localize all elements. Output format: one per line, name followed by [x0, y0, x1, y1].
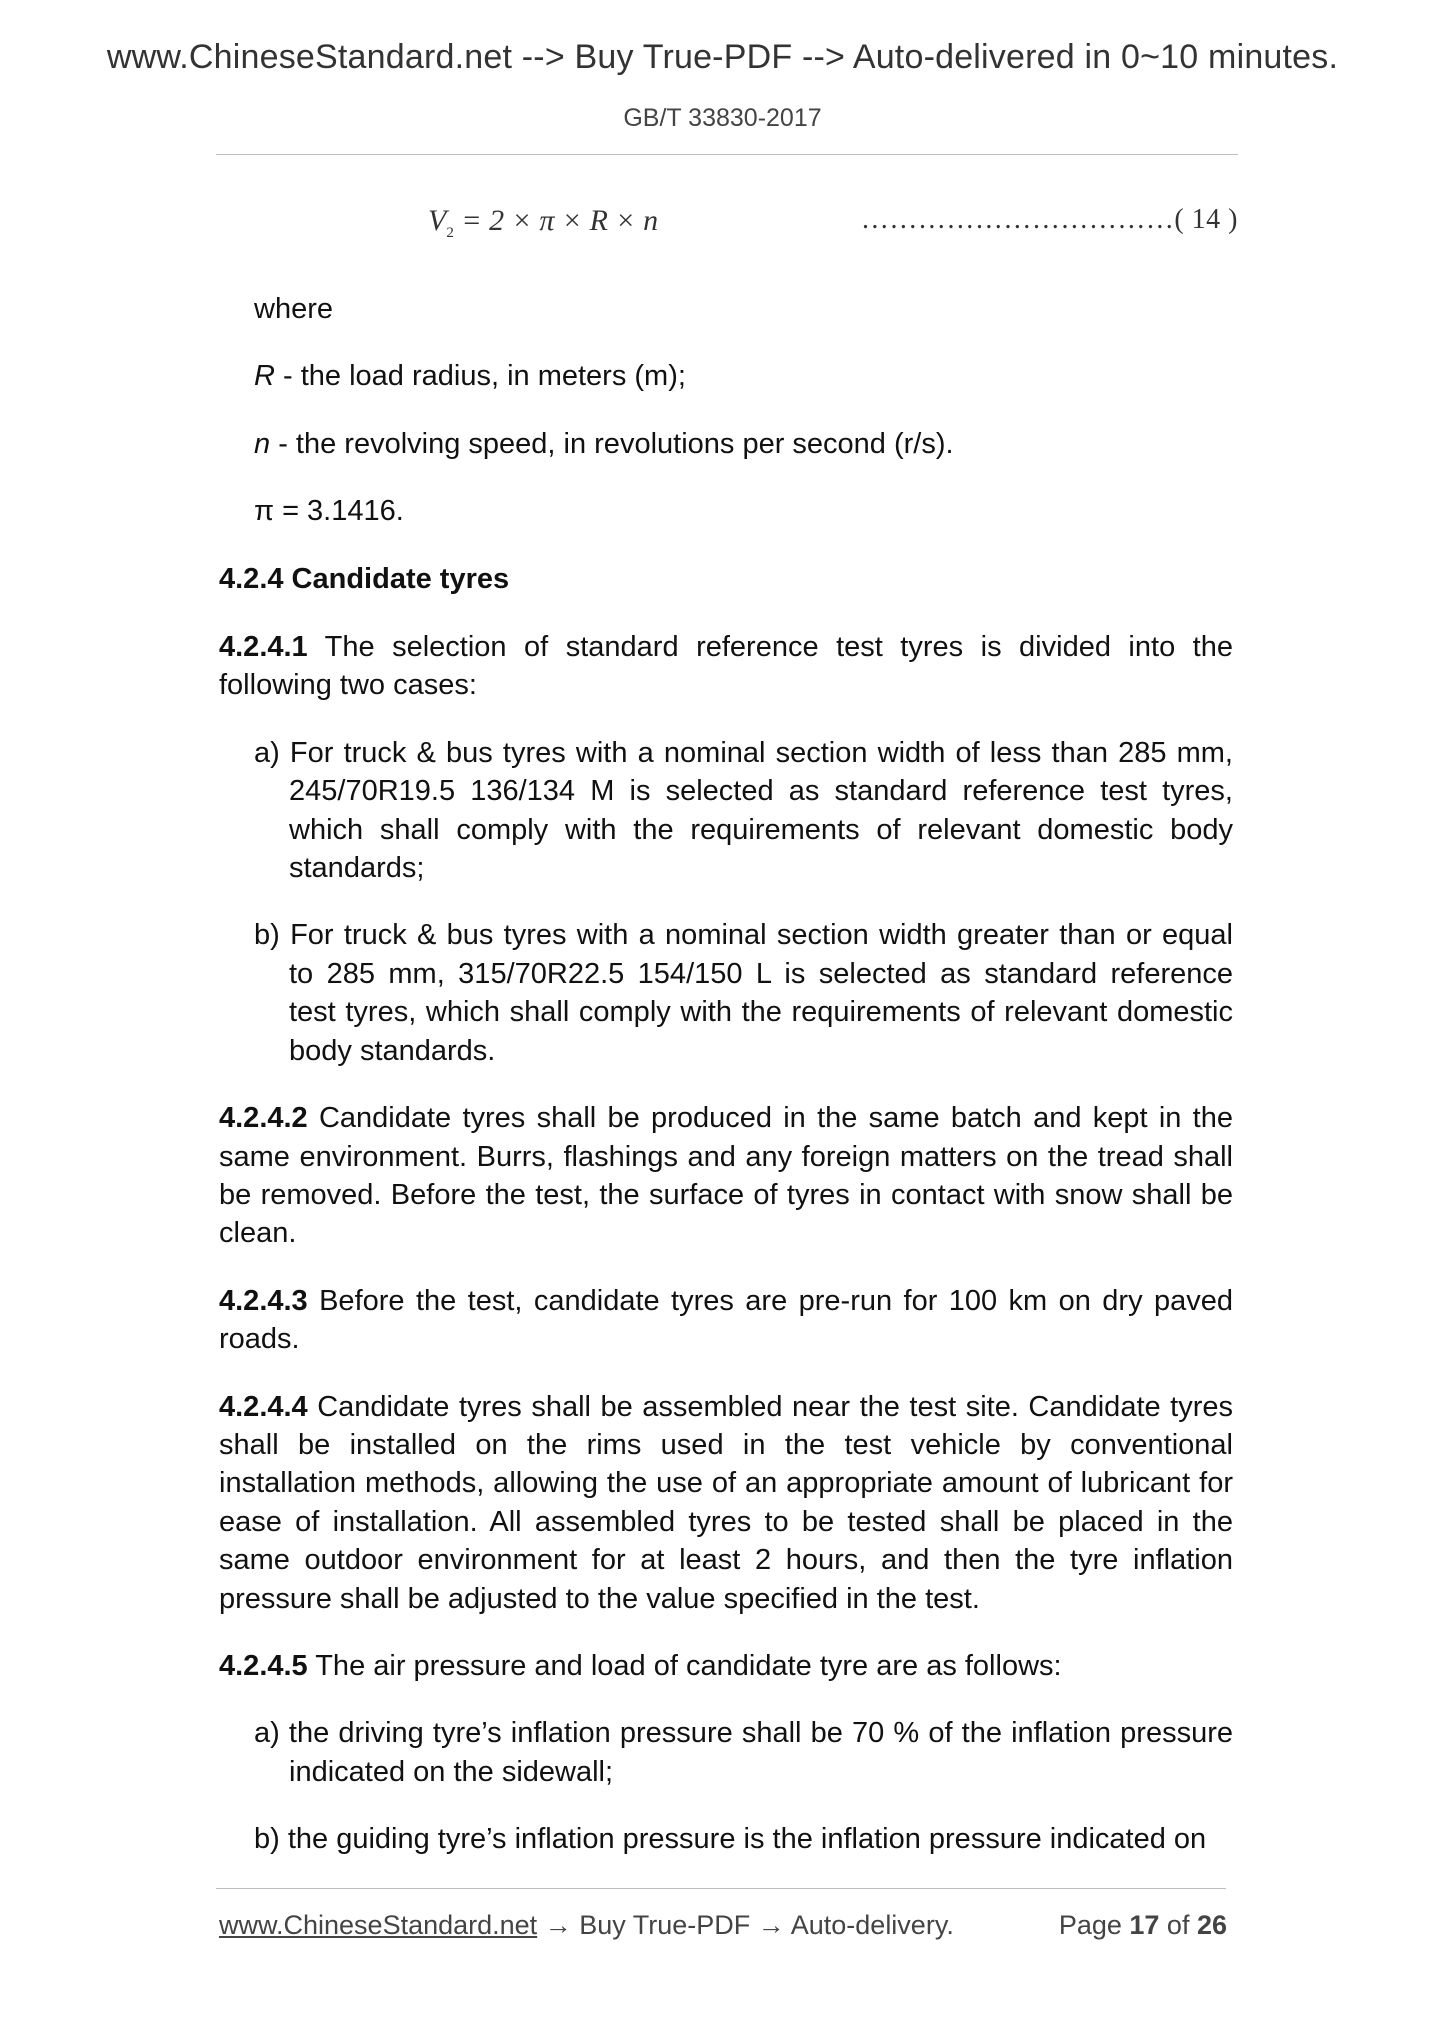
clause-4-2-4-5	[219, 1647, 1233, 1685]
top-banner[interactable]: www.ChineseStandard.net --> Buy True-PDF --> Auto-delivered in 0~10 minutes.	[106, 38, 1339, 76]
page-of: of	[1159, 1910, 1197, 1940]
symbol-r: R	[254, 360, 275, 393]
footer-site-link[interactable]: www.ChineseStandard.net	[219, 1910, 538, 1940]
standard-code: GB/T 33830-2017	[623, 104, 822, 132]
document-body	[219, 290, 1233, 1888]
pi-value: π = 3.1416.	[254, 495, 404, 528]
section-heading: 4.2.4 Candidate tyres	[219, 562, 510, 595]
formula-number: ……………………………( 14 )	[860, 204, 1238, 235]
definition-r	[254, 357, 1233, 395]
footer-divider	[216, 1888, 1226, 1889]
formula-14	[428, 204, 658, 242]
clause-text: Candidate tyres shall be assembled near the test site. Candidate tyres shall be installed on the rims used in the test vehicle by conventional installation methods, allowing the use of an appropriate amount of lubricant for ease of installation. All assembled tyres to be tested shall be placed in the same outdoor environment for at least 2 hours, and then the tyre inflation pressure shall be adjusted to the value specified in the test.	[219, 1390, 1233, 1615]
clause-4-2-4-2	[219, 1099, 1233, 1253]
definition-r-text: - the load radius, in meters (m);	[274, 360, 686, 393]
clause-4-2-4-1	[219, 628, 1233, 705]
clause-text: The selection of standard reference test tyres is divided into the following two cases:	[219, 631, 1233, 702]
list-item: b) For truck & bus tyres with a nominal section width greater than or equal to 285 mm, 315/70R22.5 154/150 L is selected as standard reference test tyres, which shall comply with the requirements of relevant domestic body standards.	[254, 919, 1233, 1067]
where-label: where	[254, 293, 333, 325]
clause-text: Candidate tyres shall be produced in the same batch and kept in the same environment. Burrs, flashings and any foreign matters on the tread shall be removed. Before the test, the surface of tyres in contact with snow shall be clean.	[219, 1102, 1233, 1250]
definition-n-text: - the revolving speed, in revolutions per second (r/s).	[270, 427, 954, 460]
clause-4-2-4-3	[219, 1282, 1233, 1359]
page-total: 26	[1196, 1910, 1227, 1940]
header-divider	[216, 154, 1238, 155]
formula-symbol: V	[428, 204, 447, 237]
clause-4-2-4-4	[219, 1388, 1233, 1618]
clause-number: 4.2.4.1	[219, 631, 308, 664]
list-item: a) the driving tyre’s inflation pressure shall be 70 % of the inflation pressure indicated on the sidewall;	[254, 1717, 1233, 1788]
footer-tagline: → Buy True-PDF → Auto-delivery.	[537, 1910, 954, 1940]
clause-number: 4.2.4.2	[219, 1102, 308, 1135]
clause-number: 4.2.4.5	[219, 1649, 308, 1682]
clause-text: Before the test, candidate tyres are pre-run for 100 km on dry paved roads.	[219, 1284, 1233, 1356]
page-indicator	[1059, 1910, 1227, 1941]
clause-text: The air pressure and load of candidate tyre are as follows:	[307, 1649, 1062, 1682]
footer-promo	[219, 1910, 954, 1941]
list-item: b) the guiding tyre’s inflation pressure is the inflation pressure indicated on	[254, 1823, 1207, 1856]
clause-number: 4.2.4.3	[219, 1284, 308, 1317]
symbol-n: n	[254, 427, 271, 460]
formula-subscript: 2	[446, 225, 454, 241]
page-label: Page	[1058, 1910, 1130, 1940]
definition-n	[254, 425, 1233, 463]
formula-expression: = 2 × π × R × n	[453, 204, 659, 237]
page-current: 17	[1129, 1910, 1160, 1940]
clause-number: 4.2.4.4	[219, 1390, 308, 1423]
list-item: a) For truck & bus tyres with a nominal section width of less than 285 mm, 245/70R19.5 136/134 M is selected as standard reference test tyres, which shall comply with the requirements of relevant domestic body standards;	[254, 736, 1233, 885]
